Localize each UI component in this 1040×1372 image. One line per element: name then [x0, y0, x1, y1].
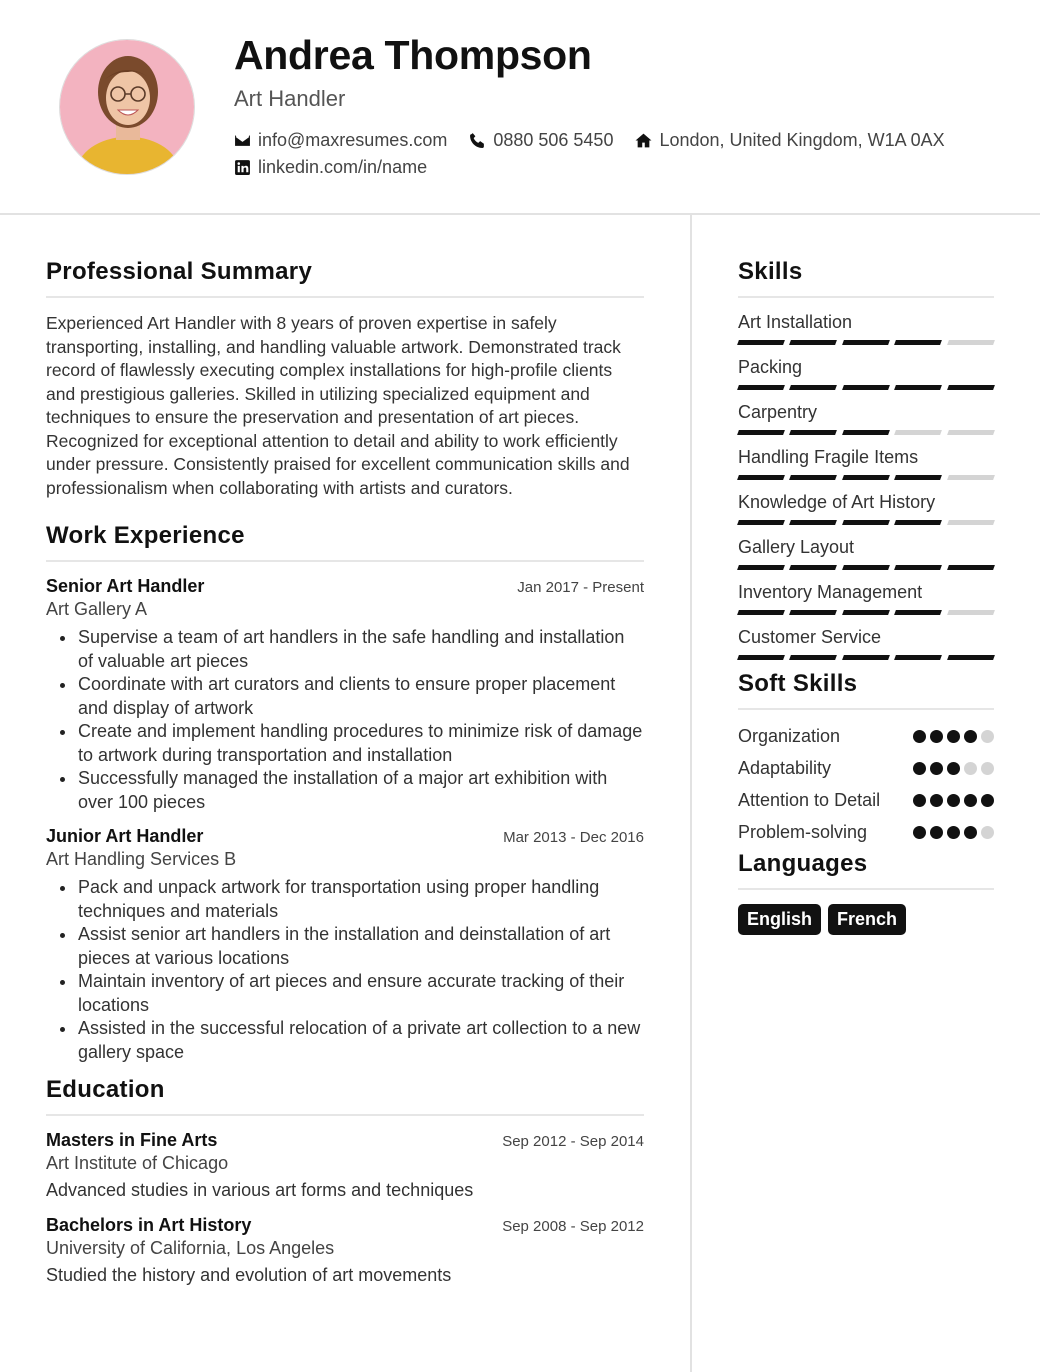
rating-dot [947, 762, 960, 775]
soft-skill-rating [913, 794, 994, 807]
skill-level-segment [894, 610, 942, 615]
skill-level-bar [738, 610, 994, 615]
skill-list [738, 312, 994, 660]
skill-level-segment [789, 565, 837, 570]
job-header [46, 826, 644, 847]
skill-level-segment [737, 520, 785, 525]
skill-level-segment [842, 655, 890, 660]
job-bullet: Create and implement handling procedures to minimize risk of damage to artwork during transportation and installation [58, 720, 644, 767]
job-bullet: Maintain inventory of art pieces and ensure accurate tracking of their locations [58, 970, 644, 1017]
education-header [46, 1215, 644, 1236]
sidebar-column [738, 258, 994, 935]
envelope-icon [234, 132, 251, 149]
skill-name: Knowledge of Art History [738, 492, 936, 512]
rating-dot [913, 826, 926, 839]
contact-phone[interactable] [469, 130, 613, 151]
education-heading: Education [46, 1076, 644, 1116]
rating-dot [981, 826, 994, 839]
soft-skill-name: Attention to Detail [738, 790, 881, 810]
skill-level-segment [947, 430, 995, 435]
summary-text: Experienced Art Handler with 8 years of proven expertise in safely transporting, installing, and handling valuable artwork. Demonstrated track record of flawlessly executing complex installations for high-profile clients and prestigious galleries. Skilled in utilizing specialized equipment and techniques to ensure the preservation and presentation of art pieces. Recognized for exceptional attention to detail and ability to work efficiently under pressure. Consistently praised for excellent communication skills and professionalism when collaborating with artists and curators. [46, 313, 630, 498]
skill-name: Inventory Management [738, 582, 923, 602]
soft-skill-rating [913, 730, 994, 743]
job-bullet: Assisted in the successful relocation of a private art collection to a new gallery space [58, 1017, 644, 1064]
skill-level-segment [789, 385, 837, 390]
skill-item [738, 402, 994, 435]
job-bullets [46, 876, 644, 1064]
rating-dot [947, 730, 960, 743]
education-school: Art Institute of Chicago [46, 1153, 229, 1173]
skill-name: Customer Service [738, 627, 882, 647]
skill-name: Carpentry [738, 402, 818, 422]
candidate-name: Andrea Thompson [234, 32, 592, 78]
skill-item [738, 492, 994, 525]
soft-skills-heading: Soft Skills [738, 670, 994, 710]
skill-level-segment [894, 520, 942, 525]
profile-photo [59, 39, 195, 175]
skill-level-segment [947, 565, 995, 570]
skill-level-segment [737, 655, 785, 660]
phone-icon [469, 132, 486, 149]
job-entry [46, 826, 644, 1064]
skill-level-segment [789, 610, 837, 615]
education-date: Sep 2012 - Sep 2014 [502, 1133, 644, 1150]
phone-text: 0880 506 5450 [493, 130, 614, 150]
education-description: Advanced studies in various art forms and techniques [46, 1180, 474, 1200]
skill-name: Art Installation [738, 312, 853, 332]
skill-level-bar [738, 520, 994, 525]
job-entry [46, 576, 644, 814]
experience-heading: Work Experience [46, 522, 644, 562]
soft-skill-item [738, 756, 994, 780]
language-badge: English [738, 904, 821, 935]
skill-level-segment [842, 385, 890, 390]
job-organization: Art Handling Services B [46, 849, 237, 869]
soft-skill-list [738, 724, 994, 844]
skill-item [738, 447, 994, 480]
skill-level-segment [842, 565, 890, 570]
contact-linkedin[interactable] [234, 157, 427, 178]
skill-level-bar [738, 475, 994, 480]
rating-dot [930, 730, 943, 743]
rating-dot [964, 794, 977, 807]
rating-dot [947, 826, 960, 839]
rating-dot [930, 762, 943, 775]
rating-dot [964, 730, 977, 743]
skill-level-bar [738, 340, 994, 345]
home-icon [635, 132, 652, 149]
skill-item [738, 627, 994, 660]
skill-name: Handling Fragile Items [738, 447, 919, 467]
contact-address [635, 130, 944, 151]
rating-dot [913, 794, 926, 807]
job-date: Mar 2013 - Dec 2016 [503, 829, 644, 846]
education-degree: Bachelors in Art History [46, 1215, 252, 1235]
skill-level-segment [737, 340, 785, 345]
skill-level-segment [894, 655, 942, 660]
education-school: University of California, Los Angeles [46, 1238, 335, 1258]
skill-level-segment [789, 655, 837, 660]
soft-skill-item [738, 788, 994, 812]
skill-level-segment [737, 385, 785, 390]
skill-level-segment [737, 430, 785, 435]
skill-level-segment [789, 430, 837, 435]
column-divider [690, 215, 692, 1372]
job-bullet: Supervise a team of art handlers in the safe handling and installation of valuable art pieces [58, 626, 644, 673]
contact-row [234, 130, 967, 151]
candidate-role: Art Handler [234, 86, 346, 111]
rating-dot [964, 762, 977, 775]
skill-name: Packing [738, 357, 803, 377]
skill-item [738, 582, 994, 615]
job-bullets [46, 626, 644, 814]
skill-level-bar [738, 565, 994, 570]
education-list [46, 1130, 644, 1286]
soft-skill-rating [913, 826, 994, 839]
education-date: Sep 2008 - Sep 2012 [502, 1218, 644, 1235]
job-header [46, 576, 644, 597]
skill-level-segment [894, 385, 942, 390]
education-entry [46, 1130, 644, 1201]
education-description: Studied the history and evolution of art movements [46, 1265, 452, 1285]
rating-dot [913, 730, 926, 743]
linkedin-icon [234, 159, 251, 176]
skill-level-segment [737, 610, 785, 615]
skill-level-segment [842, 430, 890, 435]
skill-level-segment [894, 475, 942, 480]
skill-level-bar [738, 655, 994, 660]
linkedin-text: linkedin.com/in/name [258, 157, 428, 177]
skill-level-segment [737, 565, 785, 570]
soft-skill-item [738, 820, 994, 844]
rating-dot [930, 826, 943, 839]
skills-heading: Skills [738, 258, 994, 298]
skill-level-segment [789, 340, 837, 345]
rating-dot [981, 762, 994, 775]
skill-level-segment [789, 475, 837, 480]
rating-dot [913, 762, 926, 775]
job-organization: Art Gallery A [46, 599, 148, 619]
soft-skill-item [738, 724, 994, 748]
skill-level-segment [947, 520, 995, 525]
skill-level-segment [947, 655, 995, 660]
rating-dot [947, 794, 960, 807]
skill-level-bar [738, 385, 994, 390]
skill-item [738, 312, 994, 345]
job-bullet: Assist senior art handlers in the installation and deinstallation of art pieces at various locations [58, 923, 644, 970]
rating-dot [981, 730, 994, 743]
skill-level-segment [947, 385, 995, 390]
email-text: info@maxresumes.com [258, 130, 448, 150]
skill-level-segment [737, 475, 785, 480]
contact-row [234, 157, 449, 178]
skill-level-segment [947, 475, 995, 480]
education-entry [46, 1215, 644, 1286]
contact-email[interactable] [234, 130, 447, 151]
rating-dot [930, 794, 943, 807]
skill-level-segment [842, 340, 890, 345]
language-list [738, 904, 994, 935]
skill-name: Gallery Layout [738, 537, 855, 557]
skill-level-segment [842, 520, 890, 525]
main-column [46, 258, 644, 1300]
skill-level-segment [894, 565, 942, 570]
rating-dot [964, 826, 977, 839]
skill-level-segment [842, 475, 890, 480]
job-title: Junior Art Handler [46, 826, 204, 846]
job-bullet: Coordinate with art curators and clients to ensure proper placement and display of artwork [58, 673, 644, 720]
skill-level-segment [947, 340, 995, 345]
skill-level-bar [738, 430, 994, 435]
skill-level-segment [842, 610, 890, 615]
skill-item [738, 357, 994, 390]
language-badge: French [828, 904, 906, 935]
skill-level-segment [894, 340, 942, 345]
summary-heading: Professional Summary [46, 258, 644, 298]
job-title: Senior Art Handler [46, 576, 205, 596]
soft-skill-name: Adaptability [738, 758, 832, 778]
resume-header [0, 0, 1040, 215]
education-degree: Masters in Fine Arts [46, 1130, 218, 1150]
job-list [46, 576, 644, 1064]
education-header [46, 1130, 644, 1151]
job-date: Jan 2017 - Present [517, 579, 644, 596]
rating-dot [981, 794, 994, 807]
soft-skill-name: Organization [738, 726, 841, 746]
skill-level-segment [894, 430, 942, 435]
soft-skill-rating [913, 762, 994, 775]
address-text: London, United Kingdom, W1A 0AX [659, 130, 945, 150]
job-bullet: Pack and unpack artwork for transportation using proper handling techniques and materials [58, 876, 644, 923]
skill-level-segment [789, 520, 837, 525]
skill-item [738, 537, 994, 570]
languages-heading: Languages [738, 850, 994, 890]
soft-skill-name: Problem-solving [738, 822, 868, 842]
skill-level-segment [947, 610, 995, 615]
job-bullet: Successfully managed the installation of a major art exhibition with over 100 pieces [58, 767, 644, 814]
